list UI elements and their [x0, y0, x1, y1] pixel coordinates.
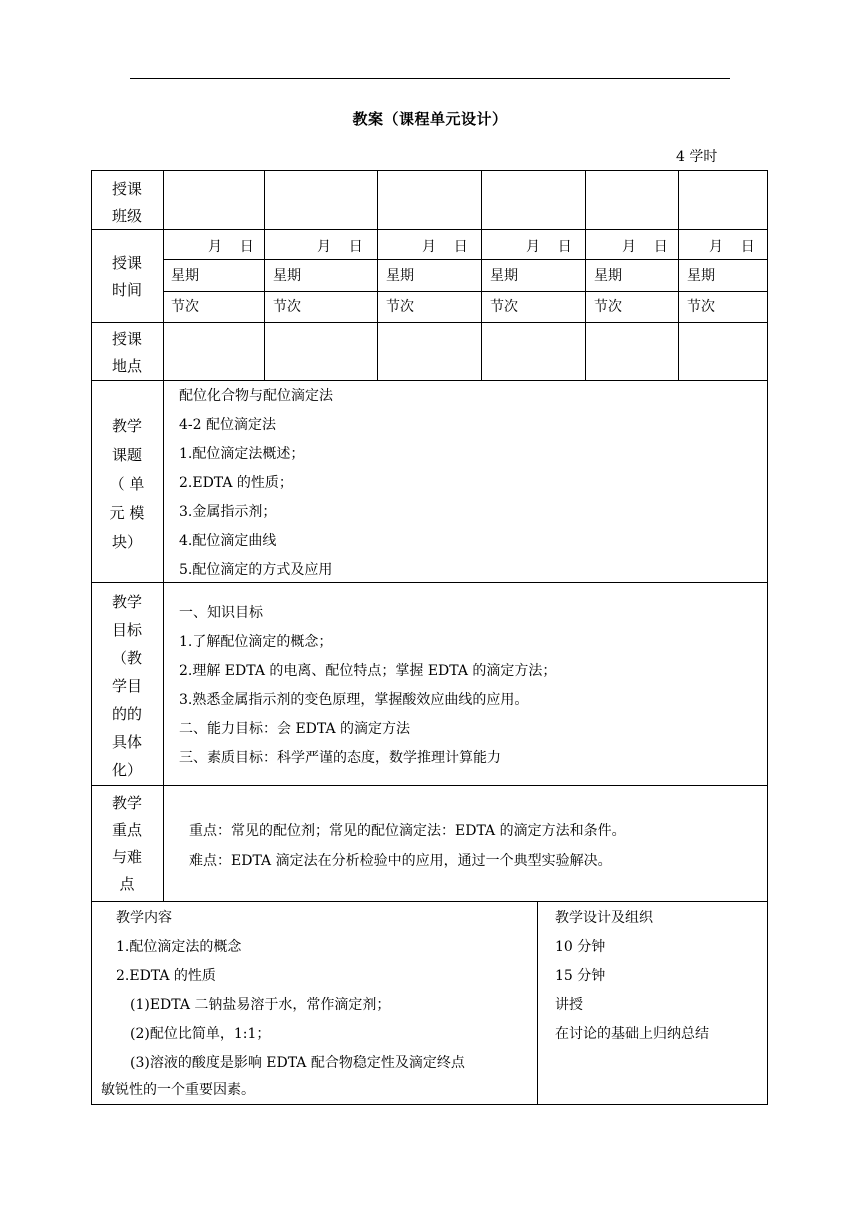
period-cell: 节次	[171, 299, 199, 315]
header-rule	[130, 78, 730, 79]
row-divider	[91, 322, 768, 323]
label-key-points: 教学 重点 与难 点	[111, 794, 142, 893]
topic-line: 2.EDTA 的性质；	[179, 475, 293, 491]
date-cell: 月 日	[622, 239, 668, 255]
period-cell: 节次	[490, 299, 518, 315]
goal-line: 三、素质目标：科学严谨的态度，数学推理计算能力	[179, 750, 501, 766]
weekday-cell: 星期	[490, 268, 518, 284]
col-divider	[377, 170, 378, 380]
hours-label: 4 学时	[676, 149, 718, 165]
key-point: 重点：常见的配位剂；常见的配位滴定法：EDTA 的滴定方法和条件。	[189, 823, 626, 839]
difficulty-point: 难点：EDTA 滴定法在分析检验中的应用，通过一个典型实验解决。	[189, 853, 612, 869]
topic-block	[179, 382, 333, 585]
content-header: 教学内容	[116, 910, 172, 926]
label-goals: 教学 目标 （教 学目 的的 具体 化）	[111, 593, 142, 779]
row-divider	[91, 785, 768, 786]
label-topic: 教学 课题 （ 单 元 模 块）	[109, 417, 145, 551]
content-line: (3)溶液的酸度是影响 EDTA 配合物稳定性及滴定终点	[130, 1055, 465, 1071]
period-cell: 节次	[273, 299, 301, 315]
period-cell: 节次	[386, 299, 414, 315]
topic-line: 配位化合物与配位滴定法	[179, 388, 333, 404]
weekday-cell: 星期	[594, 268, 622, 284]
goal-line: 二、能力目标：会 EDTA 的滴定方法	[179, 721, 411, 737]
goal-line: 3.熟悉金属指示剂的变色原理，掌握酸效应曲线的应用。	[179, 692, 529, 708]
col-divider	[264, 170, 265, 380]
label-place: 授课 地点	[111, 330, 142, 375]
design-line: 10 分钟	[555, 939, 606, 955]
topic-line: 1.配位滴定法概述；	[179, 446, 305, 462]
design-line: 15 分钟	[555, 968, 606, 984]
weekday-cell: 星期	[171, 268, 199, 284]
topic-line: 3.金属指示剂；	[179, 504, 277, 520]
weekday-cell: 星期	[273, 268, 301, 284]
topic-line: 5.配位滴定的方式及应用	[179, 562, 333, 578]
content-line: 2.EDTA 的性质	[116, 968, 216, 984]
col-divider	[481, 170, 482, 380]
date-cell: 月 日	[709, 239, 755, 255]
content-line: 1.配位滴定法的概念	[116, 939, 242, 955]
period-cell: 节次	[687, 299, 715, 315]
col-divider	[537, 901, 538, 1105]
goal-line: 1.了解配位滴定的概念；	[179, 634, 333, 650]
content-line: 敏锐性的一个重要因素。	[101, 1082, 255, 1098]
goal-line: 一、知识目标	[179, 605, 263, 621]
design-header: 教学设计及组织	[555, 910, 653, 926]
page-title: 教案（课程单元设计）	[352, 110, 508, 128]
content-line: (2)配位比简单，1:1；	[130, 1026, 271, 1042]
label-class: 授课 班级	[111, 180, 142, 225]
date-cell: 月 日	[526, 239, 572, 255]
period-cell: 节次	[594, 299, 622, 315]
weekday-cell: 星期	[386, 268, 414, 284]
goal-line: 2.理解 EDTA 的电离、配位特点；掌握 EDTA 的滴定方法；	[179, 663, 557, 679]
date-cell: 月 日	[317, 239, 363, 255]
label-time: 授课 时间	[111, 254, 142, 299]
col-divider	[678, 170, 679, 380]
design-line: 在讨论的基础上归纳总结	[555, 1026, 709, 1042]
row-divider	[91, 380, 768, 381]
content-line: (1)EDTA 二钠盐易溶于水，常作滴定剂；	[130, 997, 391, 1013]
col-divider	[163, 170, 164, 901]
goals-block	[179, 599, 556, 773]
topic-line: 4-2 配位滴定法	[179, 417, 276, 433]
design-line: 讲授	[555, 997, 583, 1013]
col-divider	[585, 170, 586, 380]
weekday-cell: 星期	[687, 268, 715, 284]
topic-line: 4.配位滴定曲线	[179, 533, 277, 549]
date-cell: 月 日	[208, 239, 254, 255]
row-divider	[91, 229, 768, 230]
date-cell: 月 日	[422, 239, 468, 255]
